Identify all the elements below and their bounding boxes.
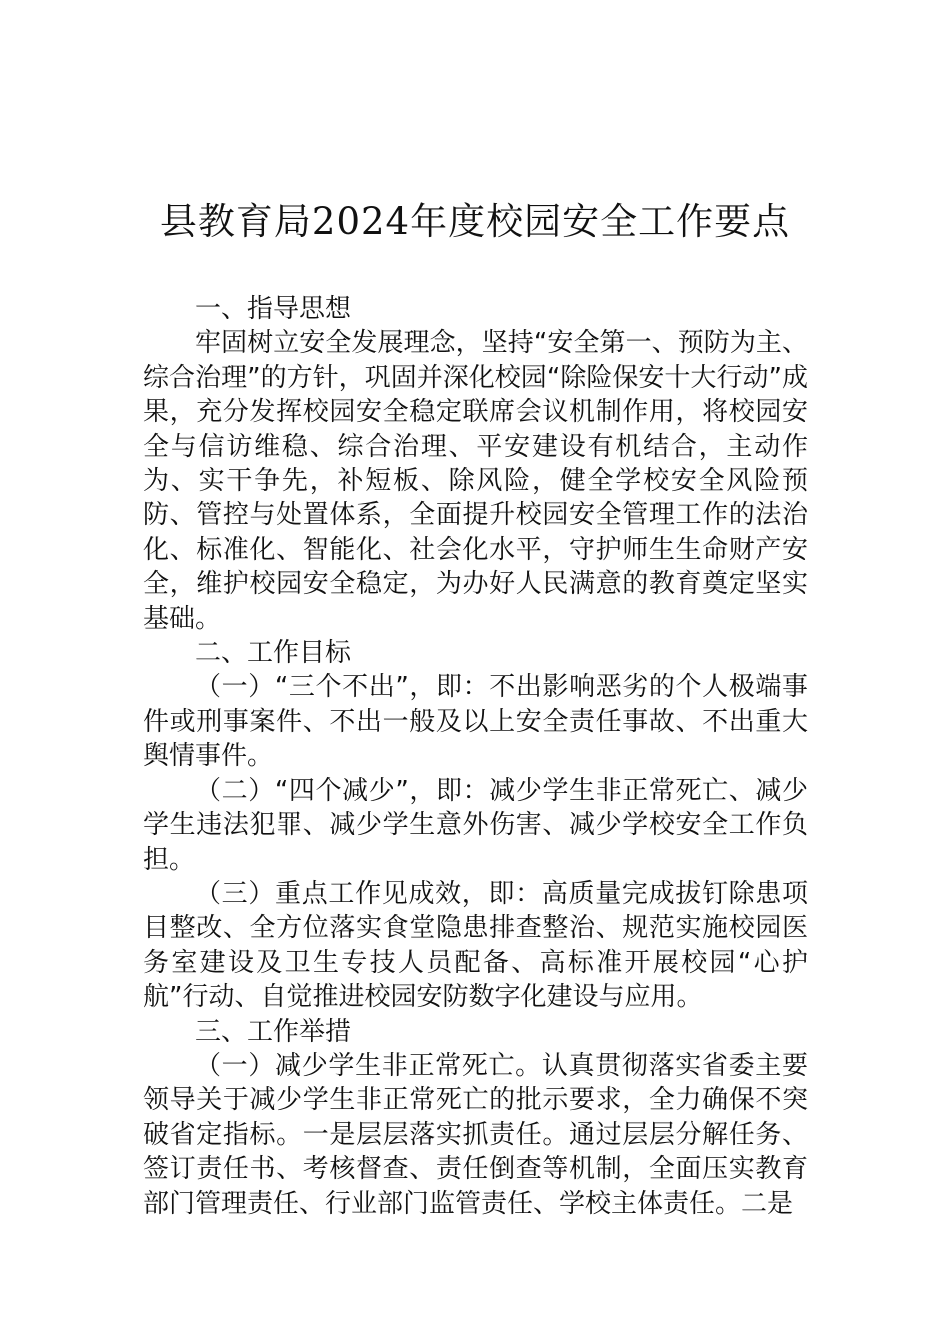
paragraph: （一）减少学生非正常死亡。认真贯彻落实省委主要领导关于减少学生非正常死亡的批示要求，全力确保不突破省定指标。一是层层落实抓责任。通过层层分解任务、签订责任书、考核督查、责任倒查等机制，全面压实教育部门管理责任、行业部门监管责任、学校主体责任。二是: [143, 1050, 808, 1219]
section-heading: 三、工作举措: [195, 1016, 352, 1047]
paragraph: （一）“三个不出”，即：不出影响恶劣的个人极端事件或刑事案件、不出一般及以上安全责任事故、不出重大舆情事件。: [143, 672, 808, 772]
section-heading: 二、工作目标: [195, 638, 352, 669]
paragraph: （三）重点工作见成效，即：高质量完成拔钉除患项目整改、全方位落实食堂隐患排查整治、规范实施校园医务室建设及卫生专技人员配备、高标准开展校园“心护航”行动、自觉推进校园安防数字化建设与应用。: [143, 878, 808, 1013]
document-body: [143, 292, 808, 1221]
section-heading: 一、指导思想: [195, 294, 352, 324]
paragraph: 牢固树立安全发展理念，坚持“安全第一、预防为主、综合治理”的方针，巩固并深化校园“除险保安十大行动”成果，充分发挥校园安全稳定联席会议机制作用，将校园安全与信访维稳、综合治理、平安建设有机结合，主动作为、实干争先，补短板、除风险，健全学校安全风险预防、管控与处置体系，全面提升校园安全管理工作的法治化、标准化、智能化、社会化水平，守护师生生命财产安全，维护校园安全稳定，为办好人民满意的教育奠定坚实基础。: [143, 328, 808, 634]
document-title: 县教育局2024年度校园安全工作要点: [159, 200, 791, 243]
paragraph: （二）“四个减少”，即：减少学生非正常死亡、减少学生违法犯罪、减少学生意外伤害、减少学校安全工作负担。: [143, 775, 808, 875]
